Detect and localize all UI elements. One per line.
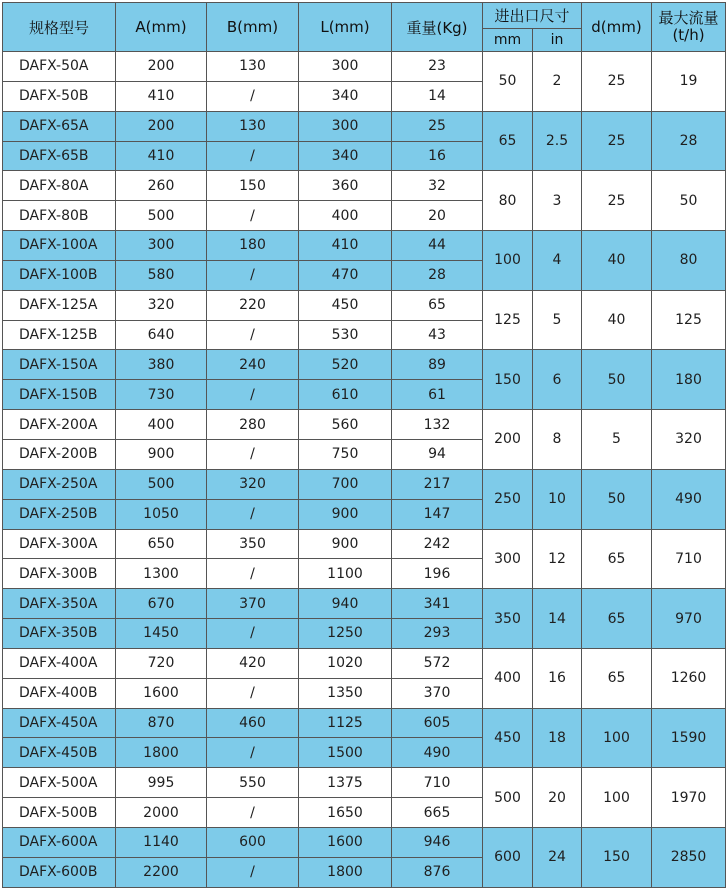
weight-cell: 196 <box>392 559 483 589</box>
model-cell: DAFX-65B <box>3 141 116 171</box>
table-row <box>3 768 726 798</box>
b-cell: 320 <box>207 469 299 499</box>
model-cell: DAFX-350A <box>3 589 116 619</box>
a-cell: 320 <box>116 290 207 320</box>
weight-cell: 147 <box>392 499 483 529</box>
d-cell: 65 <box>582 589 652 649</box>
b-cell: / <box>207 380 299 410</box>
l-cell: 470 <box>299 260 392 290</box>
weight-cell: 370 <box>392 678 483 708</box>
b-cell: 150 <box>207 171 299 201</box>
max-flow-cell: 50 <box>652 171 726 231</box>
d-cell: 65 <box>582 648 652 708</box>
l-cell: 1250 <box>299 619 392 649</box>
l-cell: 340 <box>299 81 392 111</box>
d-cell: 25 <box>582 171 652 231</box>
port-in-cell: 12 <box>533 529 582 589</box>
b-cell: / <box>207 141 299 171</box>
a-cell: 720 <box>116 648 207 678</box>
model-cell: DAFX-200B <box>3 439 116 469</box>
l-cell: 1350 <box>299 678 392 708</box>
b-cell: / <box>207 678 299 708</box>
weight-cell: 876 <box>392 857 483 887</box>
weight-cell: 341 <box>392 589 483 619</box>
table-row <box>3 469 726 499</box>
a-cell: 380 <box>116 350 207 380</box>
d-cell: 5 <box>582 410 652 470</box>
b-cell: 130 <box>207 52 299 82</box>
weight-cell: 665 <box>392 798 483 828</box>
model-cell: DAFX-600B <box>3 857 116 887</box>
table-row <box>3 171 726 201</box>
b-cell: 370 <box>207 589 299 619</box>
model-cell: DAFX-500B <box>3 798 116 828</box>
model-cell: DAFX-250B <box>3 499 116 529</box>
b-cell: 220 <box>207 290 299 320</box>
a-cell: 870 <box>116 708 207 738</box>
spec-table <box>2 2 726 888</box>
port-mm-cell: 65 <box>483 111 533 171</box>
a-cell: 1600 <box>116 678 207 708</box>
a-cell: 200 <box>116 111 207 141</box>
a-cell: 500 <box>116 201 207 231</box>
l-cell: 610 <box>299 380 392 410</box>
l-cell: 450 <box>299 290 392 320</box>
l-cell: 1100 <box>299 559 392 589</box>
header-max-flow-line2: (t/h) <box>672 26 705 44</box>
port-mm-cell: 600 <box>483 827 533 887</box>
model-cell: DAFX-125A <box>3 290 116 320</box>
model-cell: DAFX-200A <box>3 410 116 440</box>
b-cell: / <box>207 81 299 111</box>
max-flow-cell: 125 <box>652 290 726 350</box>
a-cell: 410 <box>116 141 207 171</box>
b-cell: / <box>207 260 299 290</box>
b-cell: 550 <box>207 768 299 798</box>
a-cell: 410 <box>116 81 207 111</box>
weight-cell: 61 <box>392 380 483 410</box>
b-cell: 240 <box>207 350 299 380</box>
a-cell: 730 <box>116 380 207 410</box>
a-cell: 650 <box>116 529 207 559</box>
port-in-cell: 5 <box>533 290 582 350</box>
weight-cell: 44 <box>392 231 483 261</box>
a-cell: 1140 <box>116 827 207 857</box>
a-cell: 580 <box>116 260 207 290</box>
weight-cell: 94 <box>392 439 483 469</box>
weight-cell: 490 <box>392 738 483 768</box>
table-row <box>3 648 726 678</box>
weight-cell: 242 <box>392 529 483 559</box>
port-in-cell: 16 <box>533 648 582 708</box>
header-port-in: in <box>533 29 582 52</box>
l-cell: 940 <box>299 589 392 619</box>
weight-cell: 20 <box>392 201 483 231</box>
l-cell: 520 <box>299 350 392 380</box>
header-port-size: 进出口尺寸 <box>483 3 582 29</box>
weight-cell: 217 <box>392 469 483 499</box>
max-flow-cell: 1590 <box>652 708 726 768</box>
weight-cell: 28 <box>392 260 483 290</box>
model-cell: DAFX-65A <box>3 111 116 141</box>
model-cell: DAFX-450B <box>3 738 116 768</box>
a-cell: 400 <box>116 410 207 440</box>
header-max-flow-line1: 最大流量 <box>658 9 719 27</box>
model-cell: DAFX-450A <box>3 708 116 738</box>
a-cell: 995 <box>116 768 207 798</box>
model-cell: DAFX-350B <box>3 619 116 649</box>
port-mm-cell: 200 <box>483 410 533 470</box>
l-cell: 700 <box>299 469 392 499</box>
weight-cell: 16 <box>392 141 483 171</box>
port-mm-cell: 125 <box>483 290 533 350</box>
l-cell: 400 <box>299 201 392 231</box>
b-cell: / <box>207 619 299 649</box>
d-cell: 100 <box>582 768 652 828</box>
max-flow-cell: 180 <box>652 350 726 410</box>
a-cell: 500 <box>116 469 207 499</box>
d-cell: 150 <box>582 827 652 887</box>
model-cell: DAFX-300B <box>3 559 116 589</box>
weight-cell: 32 <box>392 171 483 201</box>
weight-cell: 293 <box>392 619 483 649</box>
port-in-cell: 4 <box>533 231 582 291</box>
d-cell: 40 <box>582 290 652 350</box>
port-in-cell: 10 <box>533 469 582 529</box>
max-flow-cell: 490 <box>652 469 726 529</box>
b-cell: / <box>207 798 299 828</box>
port-in-cell: 6 <box>533 350 582 410</box>
table-row <box>3 529 726 559</box>
table-row <box>3 589 726 619</box>
spec-table-body <box>3 52 726 888</box>
max-flow-cell: 19 <box>652 52 726 112</box>
max-flow-cell: 28 <box>652 111 726 171</box>
b-cell: / <box>207 201 299 231</box>
d-cell: 25 <box>582 52 652 112</box>
table-row <box>3 231 726 261</box>
header-d: d(mm) <box>582 3 652 52</box>
a-cell: 200 <box>116 52 207 82</box>
header-model: 规格型号 <box>3 3 116 52</box>
d-cell: 65 <box>582 529 652 589</box>
max-flow-cell: 710 <box>652 529 726 589</box>
port-mm-cell: 50 <box>483 52 533 112</box>
max-flow-cell: 1260 <box>652 648 726 708</box>
table-row <box>3 827 726 857</box>
d-cell: 50 <box>582 350 652 410</box>
port-mm-cell: 100 <box>483 231 533 291</box>
a-cell: 1450 <box>116 619 207 649</box>
a-cell: 260 <box>116 171 207 201</box>
a-cell: 1800 <box>116 738 207 768</box>
model-cell: DAFX-400B <box>3 678 116 708</box>
max-flow-cell: 970 <box>652 589 726 649</box>
model-cell: DAFX-100B <box>3 260 116 290</box>
b-cell: / <box>207 857 299 887</box>
a-cell: 300 <box>116 231 207 261</box>
weight-cell: 572 <box>392 648 483 678</box>
l-cell: 750 <box>299 439 392 469</box>
weight-cell: 14 <box>392 81 483 111</box>
port-in-cell: 2 <box>533 52 582 112</box>
model-cell: DAFX-100A <box>3 231 116 261</box>
port-mm-cell: 300 <box>483 529 533 589</box>
model-cell: DAFX-500A <box>3 768 116 798</box>
d-cell: 40 <box>582 231 652 291</box>
model-cell: DAFX-300A <box>3 529 116 559</box>
table-row <box>3 350 726 380</box>
l-cell: 1650 <box>299 798 392 828</box>
port-in-cell: 3 <box>533 171 582 231</box>
table-row <box>3 410 726 440</box>
a-cell: 2200 <box>116 857 207 887</box>
b-cell: 130 <box>207 111 299 141</box>
model-cell: DAFX-80B <box>3 201 116 231</box>
max-flow-cell: 320 <box>652 410 726 470</box>
b-cell: / <box>207 320 299 350</box>
header-l: L(mm) <box>299 3 392 52</box>
table-row <box>3 708 726 738</box>
a-cell: 1050 <box>116 499 207 529</box>
l-cell: 300 <box>299 111 392 141</box>
port-mm-cell: 350 <box>483 589 533 649</box>
port-in-cell: 24 <box>533 827 582 887</box>
table-row <box>3 52 726 82</box>
header-weight: 重量(Kg) <box>392 3 483 52</box>
port-mm-cell: 400 <box>483 648 533 708</box>
weight-cell: 605 <box>392 708 483 738</box>
model-cell: DAFX-400A <box>3 648 116 678</box>
model-cell: DAFX-50B <box>3 81 116 111</box>
model-cell: DAFX-125B <box>3 320 116 350</box>
a-cell: 670 <box>116 589 207 619</box>
b-cell: 180 <box>207 231 299 261</box>
header-port-mm: mm <box>483 29 533 52</box>
a-cell: 900 <box>116 439 207 469</box>
port-in-cell: 20 <box>533 768 582 828</box>
l-cell: 1500 <box>299 738 392 768</box>
b-cell: 280 <box>207 410 299 440</box>
weight-cell: 132 <box>392 410 483 440</box>
weight-cell: 65 <box>392 290 483 320</box>
weight-cell: 89 <box>392 350 483 380</box>
d-cell: 50 <box>582 469 652 529</box>
port-mm-cell: 500 <box>483 768 533 828</box>
model-cell: DAFX-80A <box>3 171 116 201</box>
port-mm-cell: 80 <box>483 171 533 231</box>
a-cell: 2000 <box>116 798 207 828</box>
table-row <box>3 290 726 320</box>
weight-cell: 946 <box>392 827 483 857</box>
port-mm-cell: 250 <box>483 469 533 529</box>
a-cell: 1300 <box>116 559 207 589</box>
port-in-cell: 18 <box>533 708 582 768</box>
model-cell: DAFX-150A <box>3 350 116 380</box>
l-cell: 1800 <box>299 857 392 887</box>
l-cell: 560 <box>299 410 392 440</box>
l-cell: 340 <box>299 141 392 171</box>
weight-cell: 23 <box>392 52 483 82</box>
l-cell: 900 <box>299 529 392 559</box>
b-cell: 350 <box>207 529 299 559</box>
port-in-cell: 14 <box>533 589 582 649</box>
l-cell: 530 <box>299 320 392 350</box>
header-a: A(mm) <box>116 3 207 52</box>
b-cell: / <box>207 738 299 768</box>
header-b: B(mm) <box>207 3 299 52</box>
l-cell: 410 <box>299 231 392 261</box>
a-cell: 640 <box>116 320 207 350</box>
port-mm-cell: 150 <box>483 350 533 410</box>
max-flow-cell: 80 <box>652 231 726 291</box>
port-in-cell: 8 <box>533 410 582 470</box>
table-row <box>3 111 726 141</box>
weight-cell: 25 <box>392 111 483 141</box>
l-cell: 1600 <box>299 827 392 857</box>
l-cell: 1125 <box>299 708 392 738</box>
model-cell: DAFX-600A <box>3 827 116 857</box>
model-cell: DAFX-250A <box>3 469 116 499</box>
l-cell: 360 <box>299 171 392 201</box>
model-cell: DAFX-150B <box>3 380 116 410</box>
b-cell: 600 <box>207 827 299 857</box>
header-max-flow <box>652 3 726 52</box>
weight-cell: 43 <box>392 320 483 350</box>
b-cell: 420 <box>207 648 299 678</box>
port-mm-cell: 450 <box>483 708 533 768</box>
d-cell: 25 <box>582 111 652 171</box>
port-in-cell: 2.5 <box>533 111 582 171</box>
l-cell: 300 <box>299 52 392 82</box>
b-cell: / <box>207 559 299 589</box>
l-cell: 900 <box>299 499 392 529</box>
d-cell: 100 <box>582 708 652 768</box>
l-cell: 1020 <box>299 648 392 678</box>
max-flow-cell: 1970 <box>652 768 726 828</box>
l-cell: 1375 <box>299 768 392 798</box>
b-cell: / <box>207 499 299 529</box>
model-cell: DAFX-50A <box>3 52 116 82</box>
b-cell: / <box>207 439 299 469</box>
max-flow-cell: 2850 <box>652 827 726 887</box>
weight-cell: 710 <box>392 768 483 798</box>
b-cell: 460 <box>207 708 299 738</box>
